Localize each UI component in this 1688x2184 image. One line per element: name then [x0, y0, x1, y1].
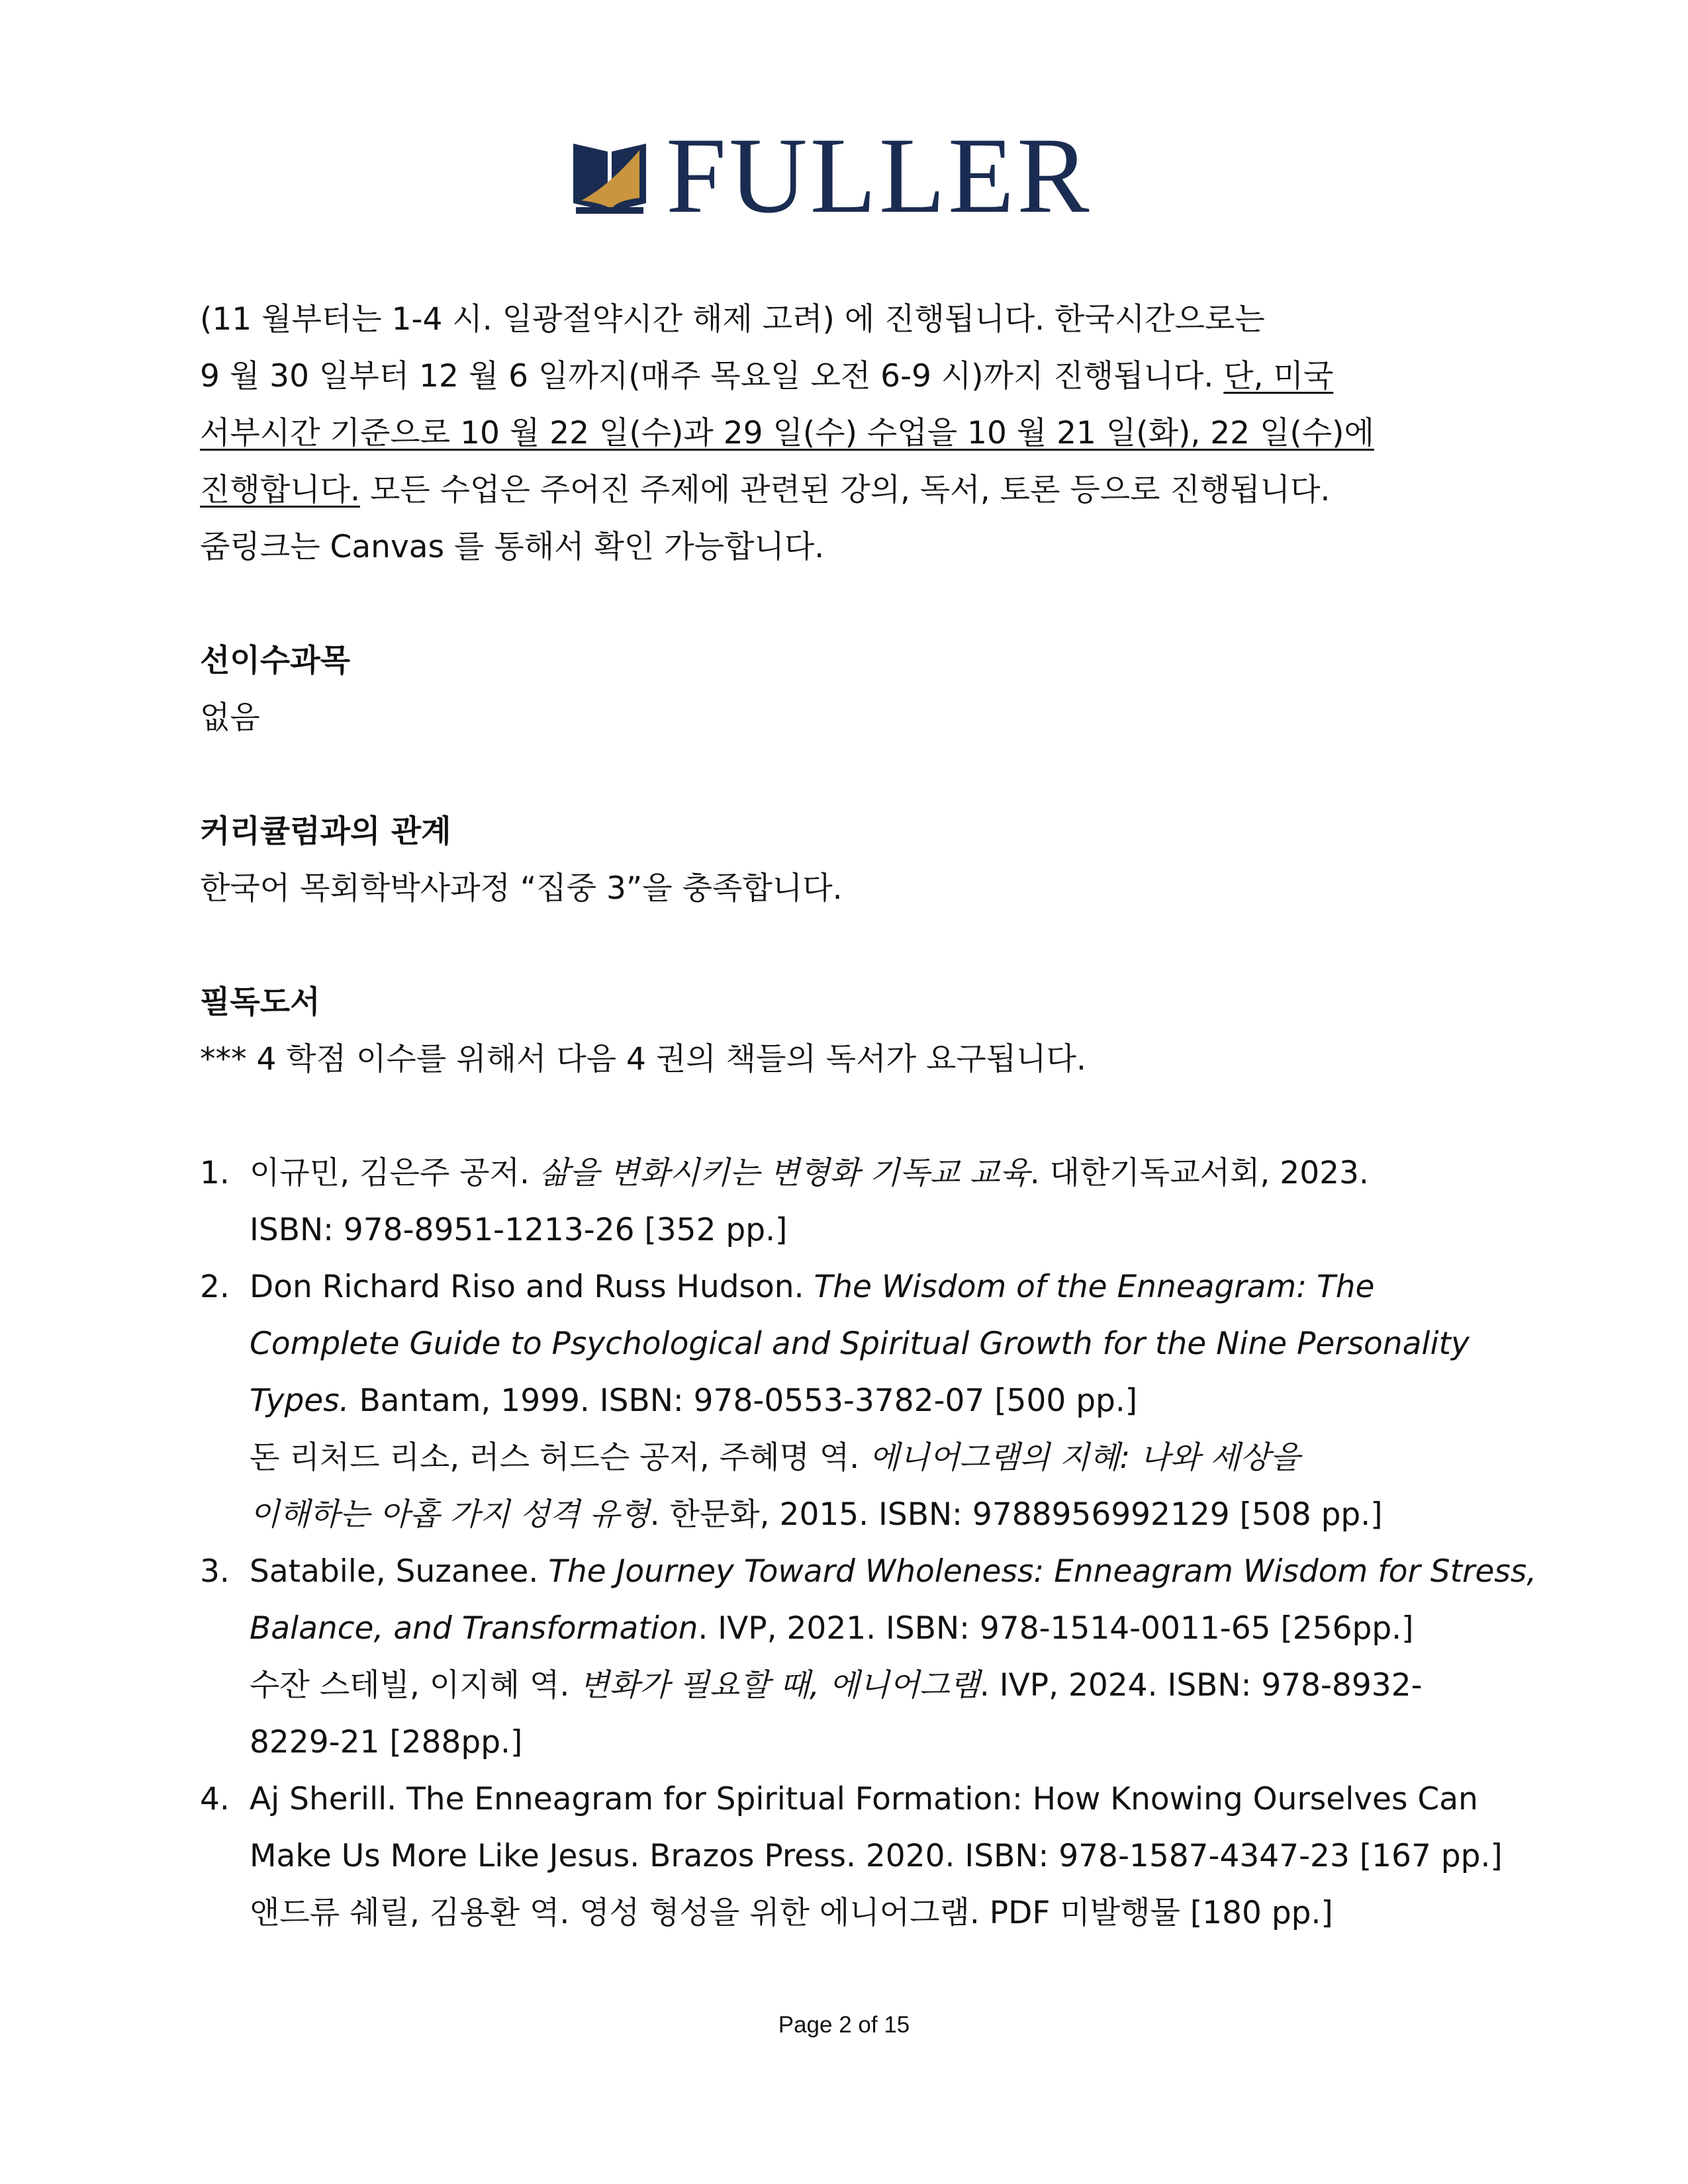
book-number: 3. [200, 1553, 230, 1590]
book-3-line-3 [250, 1657, 1524, 1714]
intro-line-2-text: 9 월 30 일부터 12 월 6 일까지(매주 목요일 오전 6-9 시)까지 진행됩니다. [200, 358, 1224, 394]
book-2-publisher: Bantam, 1999. ISBN: 978-0553-3782-07 [500 pp.] [349, 1383, 1138, 1419]
book-4-line-3: 앤드류 쉐릴, 김용환 역. 영성 형성을 위한 에니어그램. PDF 미발행물 [180 pp.] [250, 1895, 1333, 1931]
book-item-4 [200, 1771, 1524, 1942]
fuller-book-icon [571, 137, 649, 215]
book-item-1 [200, 1145, 1524, 1259]
book-1-publisher: . 대한기독교서회, 2023. [1029, 1155, 1369, 1191]
intro-line-4 [200, 462, 1524, 519]
book-1-isbn: ISBN: 978-8951-1213-26 [352 pp.] [250, 1212, 788, 1248]
book-3-line-2 [250, 1600, 1524, 1657]
curriculum-text: 한국어 목회학박사과정 “집중 3”을 충족합니다. [200, 870, 843, 907]
document-body [200, 291, 1537, 1942]
book-3-publisher: . IVP, 2021. ISBN: 978-1514-0011-65 [256pp.] [698, 1610, 1414, 1647]
intro-line-5: 줌링크는 Canvas 를 통해서 확인 가능합니다. [200, 529, 825, 565]
book-1-authors: 이규민, 김은주 공저. [250, 1155, 539, 1191]
intro-underlined-start: 단, 미국 [1223, 358, 1334, 394]
intro-line-4-text: 모든 수업은 주어진 주제에 관련된 강의, 독서, 토론 등으로 진행됩니다. [359, 472, 1331, 508]
intro-line-2 [200, 348, 1524, 405]
prerequisites-text: 없음 [200, 700, 260, 736]
book-3-line-1 [250, 1543, 1537, 1600]
book-4-line-2: Make Us More Like Jesus. Brazos Press. 2020. ISBN: 978-1587-4347-23 [167 pp.] [250, 1838, 1503, 1874]
book-3-translation-publisher: . IVP, 2024. ISBN: 978-8932- [979, 1667, 1423, 1704]
book-2-line-3 [250, 1373, 1524, 1430]
book-number: 2. [200, 1269, 230, 1305]
book-1-line-1 [250, 1145, 1524, 1202]
page-footer: Page 2 of 15 [778, 2012, 910, 2038]
book-1-title: 삶을 변화시키는 변형화 기독교 교육 [539, 1155, 1030, 1191]
book-2-line-2 [250, 1316, 1524, 1373]
book-list [200, 1145, 1537, 1942]
book-number: 4. [200, 1781, 230, 1817]
book-2-translation-authors: 돈 리처드 리소, 러스 허드슨 공저, 주혜명 역. [250, 1439, 870, 1476]
intro-line-3 [200, 405, 1524, 462]
required-reading-heading: 필독도서 [200, 984, 320, 1021]
prerequisites-heading: 선이수과목 [200, 643, 351, 679]
book-2-translation-publisher: . 한문화, 2015. ISBN: 9788956992129 [508 pp.] [649, 1496, 1383, 1533]
book-3-authors: Satabile, Suzanee. [250, 1553, 549, 1590]
book-2-line-1 [250, 1259, 1524, 1316]
book-2-translation-title-cont: 이해하는 아홉 가지 성격 유형 [250, 1496, 650, 1533]
fuller-logo [571, 116, 1092, 236]
book-2-translation-title: 에니어그램의 지혜: 나와 세상을 [869, 1439, 1301, 1476]
curriculum-heading: 커리큘럼과의 관계 [200, 813, 451, 850]
book-2-line-4 [250, 1430, 1524, 1486]
book-2-title-cont: Complete Guide to Psychological and Spiritual Growth for the Nine Personality [250, 1326, 1470, 1362]
book-number: 1. [200, 1155, 230, 1191]
book-2-title-end: Types. [250, 1383, 350, 1419]
intro-line-1: (11 월부터는 1-4 시. 일광절약시간 해제 고려) 에 진행됩니다. 한국시간으로는 [200, 301, 1265, 338]
book-2-authors: Don Richard Riso and Russ Hudson. [250, 1269, 814, 1305]
intro-underlined-middle: 서부시간 기준으로 10 월 22 일(수)과 29 일(수) 수업을 10 월 21 일(화), 22 일(수)에 [200, 415, 1374, 451]
book-2-title: The Wisdom of the Enneagram: The [814, 1269, 1375, 1305]
intro-underlined-end: 진행합니다. [200, 472, 360, 508]
book-4-line-1: Aj Sherill. The Enneagram for Spiritual Formation: How Knowing Ourselves Can [250, 1781, 1478, 1817]
book-item-3 [200, 1543, 1537, 1771]
book-3-line-4: 8229-21 [288pp.] [250, 1724, 523, 1760]
book-2-line-5 [250, 1486, 1524, 1543]
required-reading-note: *** 4 학점 이수를 위해서 다음 4 권의 책들의 독서가 요구됩니다. [200, 1041, 1086, 1077]
book-3-title: The Journey Toward Wholeness: Enneagram Wisdom for Stress, [548, 1553, 1537, 1590]
book-item-2 [200, 1259, 1524, 1543]
book-3-translation-title: 변화가 필요할 때, 에니어그램 [579, 1667, 980, 1704]
logo-wordmark: FULLER [666, 116, 1092, 236]
book-3-title-cont: Balance, and Transformation [250, 1610, 698, 1647]
book-3-translation-authors: 수잔 스테빌, 이지혜 역. [250, 1667, 580, 1704]
